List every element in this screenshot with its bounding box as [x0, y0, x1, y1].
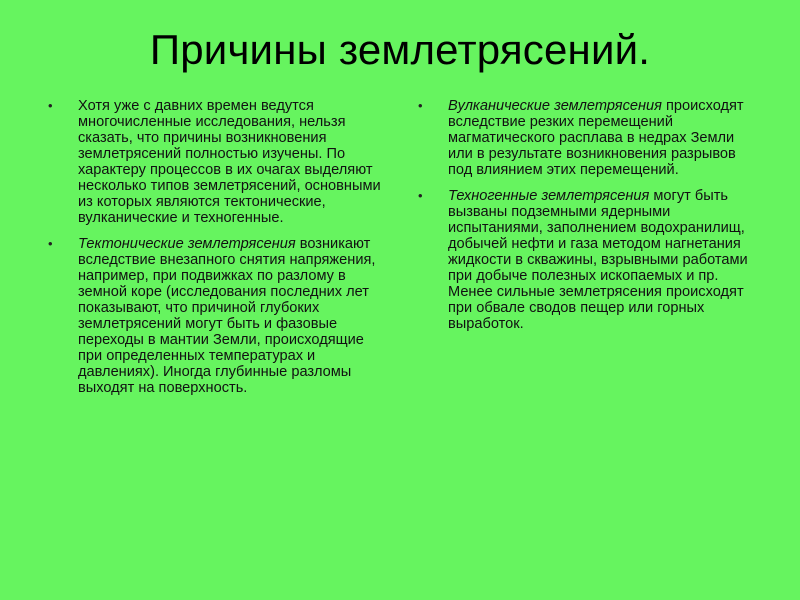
bullet-item-tectonic	[48, 236, 388, 396]
bullet-dot-icon: •	[418, 188, 423, 203]
bullet-item-intro	[48, 98, 388, 226]
bullet-dot-icon: •	[48, 98, 53, 113]
bullet-term: Техногенные землетрясения	[448, 188, 650, 204]
left-column	[48, 98, 388, 406]
bullet-text: Хотя уже с давних времен ведутся многочисленные исследования, нельзя сказать, что причины возникновения землетрясений полностью изучены. По характеру процессов в их очагах выделяют несколько типов землетрясений, основными из которых являются тектонические, вулканические и техногенные.	[78, 98, 381, 226]
bullet-item-volcanic	[418, 98, 758, 178]
bullet-text: происходят вследствие резких перемещений магматического расплава в недрах Земли или в результате возникновения разрывов под влиянием этих перемещений.	[448, 98, 744, 178]
slide-title: Причины землетрясений.	[149, 26, 651, 73]
bullet-dot-icon: •	[48, 236, 53, 251]
bullet-text: могут быть вызваны подземными ядерными испытаниями, заполнением водохранилищ, добычей нефти и газа методом нагнетания жидкости в скважины, взрывными работами при добыче полезных ископаемых и пр. Менее сильные землетрясения происходят при обвале сводов пещер или горных выработок.	[448, 188, 748, 332]
bullet-item-technogenic	[418, 188, 758, 332]
bullet-text: возникают вследствие внезапного снятия напряжения, например, при подвижках по разлому в земной коре (исследования последних лет показывают, что причиной глубоких землетрясений могут быть и фазовые переходы в мантии Земли, происходящие при определенных температурах и давлениях). Иногда глубинные разломы выходят на поверхность.	[78, 236, 376, 396]
bullet-term: Тектонические землетрясения	[78, 236, 296, 252]
right-column	[418, 98, 758, 342]
bullet-dot-icon: •	[418, 98, 423, 113]
bullet-term: Вулканические землетрясения	[448, 98, 662, 114]
